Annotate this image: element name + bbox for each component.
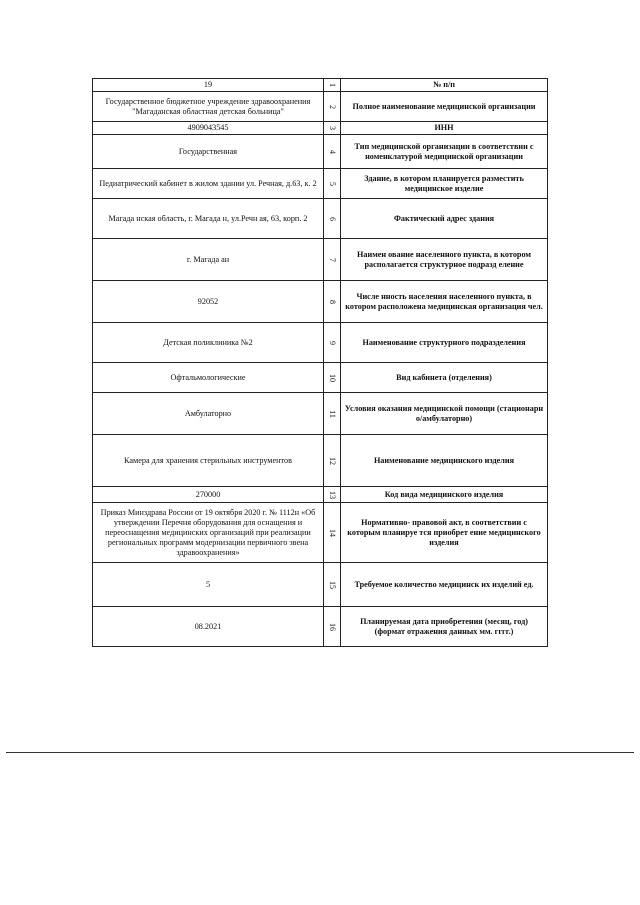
table-row	[93, 563, 548, 607]
row-label: Тип медицинской организации в соответствии с номенклатурой медицинской организации	[341, 135, 548, 169]
table-row	[93, 199, 548, 239]
row-number-text: 13	[328, 490, 337, 499]
table-row	[93, 281, 548, 323]
table-row	[93, 393, 548, 435]
row-value: 19	[93, 79, 324, 92]
row-value: Педиатрический кабинет в жилом здании ул. Речная, д.63, к. 2	[93, 169, 324, 199]
row-label: Планируемая дата приобретения (месяц, год) (формат отражения данных мм. гггг.)	[341, 607, 548, 647]
row-number-text: 9	[328, 340, 337, 345]
table-row	[93, 92, 548, 122]
row-number-text: 3	[328, 126, 337, 130]
medical-equipment-table	[92, 78, 548, 647]
row-number	[324, 393, 341, 435]
row-value: Амбулаторно	[93, 393, 324, 435]
row-label: Здание, в котором планируется разместить медицинское изделие	[341, 169, 548, 199]
row-number	[324, 503, 341, 563]
table-row	[93, 135, 548, 169]
row-value: Приказ Минздрава России от 19 октября 2020 г. № 1112н «Об утверждении Перечня оборудования для оснащения и переоснащения медицинских организаций при реализации региональных программ модернизации первичного звена здравоохранения»	[93, 503, 324, 563]
table-row	[93, 363, 548, 393]
row-number	[324, 239, 341, 281]
row-number-text: 4	[328, 149, 337, 154]
row-number	[324, 122, 341, 135]
table-row	[93, 607, 548, 647]
row-number	[324, 199, 341, 239]
row-number	[324, 281, 341, 323]
row-label: Условия оказания медицинской помощи (стационарн о/амбулаторно)	[341, 393, 548, 435]
table-row	[93, 122, 548, 135]
row-value: Государственное бюджетное учреждение здравоохранения "Магаданская областная детская больница"	[93, 92, 324, 122]
row-label: Код вида медицинского изделия	[341, 487, 548, 503]
row-value: Офтальмологические	[93, 363, 324, 393]
row-number-text: 8	[328, 299, 337, 304]
row-value: Камера для хранения стерильных инструментов	[93, 435, 324, 487]
row-number	[324, 363, 341, 393]
row-number	[324, 487, 341, 503]
table-body	[93, 79, 548, 647]
row-label: Вид кабинета (отделения)	[341, 363, 548, 393]
row-value: г. Магада ан	[93, 239, 324, 281]
row-number	[324, 563, 341, 607]
page-divider-line	[6, 752, 634, 753]
row-number	[324, 323, 341, 363]
row-number-text: 2	[328, 104, 337, 109]
table-row	[93, 503, 548, 563]
row-number	[324, 607, 341, 647]
row-label: ИНН	[341, 122, 548, 135]
row-number-text: 12	[328, 456, 337, 465]
row-label: № п/п	[341, 79, 548, 92]
table-row	[93, 323, 548, 363]
row-label: Фактический адрес здания	[341, 199, 548, 239]
row-number-text: 1	[328, 83, 337, 87]
row-number-text: 14	[328, 528, 337, 537]
row-value: 08.2021	[93, 607, 324, 647]
row-value: Детская поликлиника №2	[93, 323, 324, 363]
row-label: Полное наименование медицинской организации	[341, 92, 548, 122]
row-value: Государственная	[93, 135, 324, 169]
row-number-text: 16	[328, 622, 337, 631]
row-label: Наименование медицинского изделия	[341, 435, 548, 487]
row-number	[324, 169, 341, 199]
row-number-text: 7	[328, 257, 337, 262]
row-value: 270000	[93, 487, 324, 503]
table-row	[93, 79, 548, 92]
row-label: Нормативно- правовой акт, в соответствии с которым планируе тся приобрет ение медицинского изделия	[341, 503, 548, 563]
row-number-text: 11	[327, 409, 337, 418]
table-row	[93, 239, 548, 281]
row-number-text: 10	[328, 373, 337, 382]
row-number-text: 15	[328, 580, 337, 589]
row-number	[324, 135, 341, 169]
table-row	[93, 487, 548, 503]
row-number	[324, 79, 341, 92]
row-number-text: 5	[328, 181, 337, 186]
row-label: Числе нность населения населенного пункта, в котором расположена медицинская организация чел.	[341, 281, 548, 323]
row-label: Требуемое количество медицинск их изделий ед.	[341, 563, 548, 607]
row-label: Наименование структурного подразделения	[341, 323, 548, 363]
row-number-text: 6	[328, 216, 337, 221]
row-label: Наимен ование населенного пункта, в котором располагается структурное подразд еление	[341, 239, 548, 281]
row-value: 92052	[93, 281, 324, 323]
table-row	[93, 435, 548, 487]
row-value: 4909043545	[93, 122, 324, 135]
table-row	[93, 169, 548, 199]
row-value: Магада нская область, г. Магада н, ул.Речн ая, 63, корп. 2	[93, 199, 324, 239]
row-number	[324, 435, 341, 487]
row-value: 5	[93, 563, 324, 607]
row-number	[324, 92, 341, 122]
